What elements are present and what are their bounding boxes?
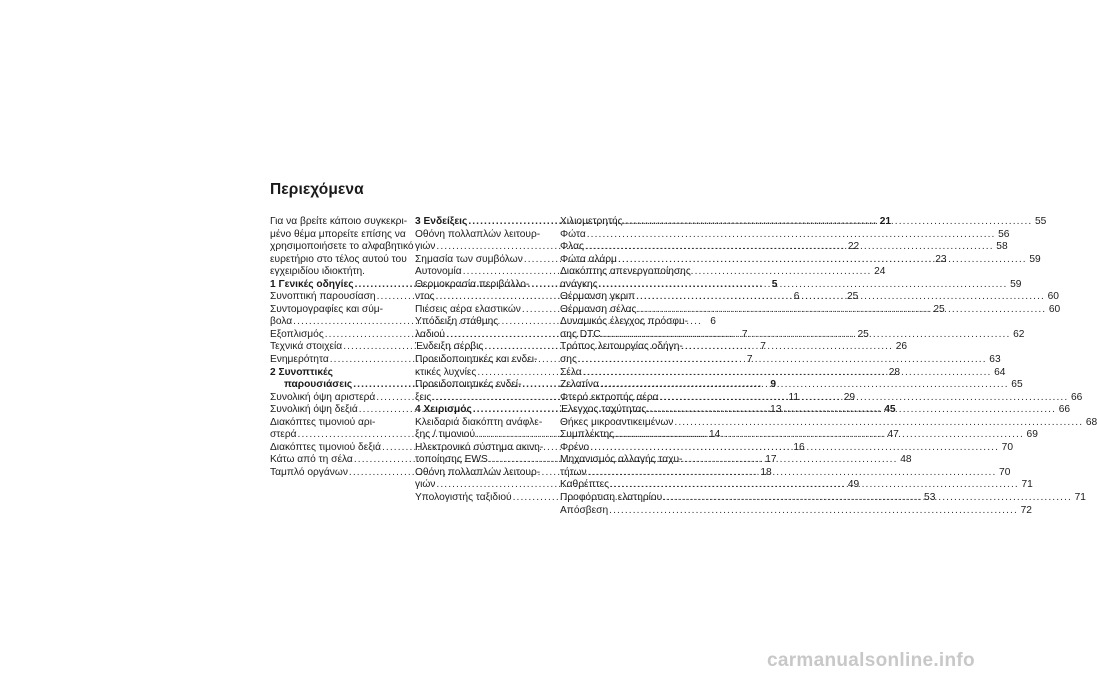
toc-entry-label: Απόσβεση <box>560 504 609 516</box>
toc-entry-label: ξης / τιμονιού <box>415 429 476 441</box>
toc-entry-label: Προφόρτιση ελατηρίου <box>560 492 663 504</box>
dot-leader <box>588 467 997 480</box>
toc-entry-line: Συντομογραφίες και σύμ- <box>270 303 384 315</box>
toc-entry-label: κτικές λυχνίες <box>415 366 477 378</box>
toc-entry-label: Ταμπλό οργάνων <box>270 466 348 478</box>
toc-entry-page: 6 <box>793 291 800 303</box>
toc-entry-page: 71 <box>1021 479 1033 491</box>
toc-entry-line: Προειδοποιητικές και ενδει- <box>415 354 538 366</box>
toc-entry-label: Αυτονομία <box>415 266 462 278</box>
dot-leader <box>615 429 1024 442</box>
toc-entry-label: Καθρέπτες <box>560 479 610 491</box>
dot-leader <box>637 304 1046 317</box>
toc-entry-label: Σέλα <box>560 366 582 378</box>
toc-entry-page: 72 <box>1020 504 1032 516</box>
toc-entry-label: Ένδειξη σέρβις <box>415 341 484 353</box>
toc-entry-page: 6 <box>710 316 716 328</box>
toc-entry-page: 53 <box>924 492 936 504</box>
dot-leader <box>660 392 1069 405</box>
toc-entry-label: 1 Γενικές οδηγίες <box>270 278 354 290</box>
toc-entry-label: Σημασία των συμβόλων <box>415 253 523 265</box>
toc-entry-page: 71 <box>1074 492 1086 504</box>
toc-entry-label: ξεις <box>415 391 432 403</box>
toc-entry-page: 21 <box>879 216 892 227</box>
toc-entry-label: Θήκες μικροαντικειμένων <box>560 416 674 428</box>
toc-entry-label: βολα <box>270 316 293 328</box>
toc-entry-line: Προειδοποιητικές ενδεί- <box>415 379 522 391</box>
toc-entry-page: 25 <box>857 328 869 340</box>
toc-entry-label: τοποίησης EWS <box>415 454 488 466</box>
toc-entry-label: Συνοπτική παρουσίαση <box>270 291 376 303</box>
toc-entry-page: 13 <box>770 404 782 416</box>
toc-entry-page: 47 <box>887 429 899 441</box>
toc-entry-label: σης DTC <box>560 328 601 340</box>
toc-entry-page: 55 <box>1035 216 1047 227</box>
toc-entry-label: Χιλιομετρητής <box>560 216 623 227</box>
toc-entry-page: 59 <box>1029 253 1041 265</box>
toc-entry-page: 65 <box>1011 379 1023 391</box>
toc-entry-line: Υπόδειξη στάθμης <box>415 316 499 328</box>
dot-leader <box>674 417 1083 430</box>
toc-entry-page: 7 <box>741 328 748 340</box>
toc-entry-page: 70 <box>999 466 1011 478</box>
toc-entry-page: 23 <box>935 253 947 265</box>
toc-entry[interactable] <box>560 354 1001 367</box>
toc-entry-label: σης <box>560 354 577 366</box>
toc-entry-line: Μηχανισμός αλλαγής ταχυ- <box>560 454 683 466</box>
toc-entry-line: Οθόνη πολλαπλών λειτουρ- <box>415 228 541 240</box>
toc-entry-page: 62 <box>1013 328 1025 340</box>
toc-entry-label: Ζελατίνα <box>560 379 599 391</box>
watermark: carmanualsonline.info <box>767 650 975 671</box>
toc-entry-label: ανάγκης <box>560 278 598 290</box>
toc-entry[interactable] <box>560 228 1010 242</box>
intro-line: ευρετήριο στο τέλος αυτού του <box>270 253 407 265</box>
toc-entry-page: 68 <box>1085 416 1097 428</box>
toc-entry-label: Συνολική όψη αριστερά <box>270 391 376 403</box>
dot-leader <box>587 229 996 242</box>
toc-entry-label: Φώτα <box>560 228 586 240</box>
toc-entry-page: 25 <box>933 303 945 315</box>
toc-entry-line: Θερμοκρασία περιβάλλο- <box>415 278 530 290</box>
toc-entry-label: 3 Ενδείξεις <box>415 216 468 227</box>
toc-entry-page: 7 <box>760 341 766 353</box>
toc-entry-page: 60 <box>1047 291 1059 303</box>
dot-leader <box>624 216 1033 229</box>
dot-leader <box>618 254 1027 267</box>
toc-entry-label: Κάτω από τη σέλα <box>270 454 353 466</box>
toc-entry-line: Οθόνη πολλαπλών λειτουρ- <box>415 466 541 478</box>
toc-entry-label: Συνολική όψη δεξιά <box>270 404 358 416</box>
toc-entry-label: Έλεγχος ταχύτητας <box>560 404 647 416</box>
toc-entry-label: Φλας <box>560 241 584 253</box>
toc-entry-page: 26 <box>895 341 908 353</box>
toc-entry-page: 25 <box>846 291 859 303</box>
toc-entry-label: γιών <box>415 479 436 491</box>
toc-entry-page: 66 <box>1058 404 1071 416</box>
toc-entry[interactable] <box>560 278 1022 292</box>
toc-entry-label: Πιέσεις αέρα ελαστικών <box>415 303 521 315</box>
toc-entry-page: 63 <box>989 354 1001 366</box>
toc-entry-page: 24 <box>874 266 886 278</box>
intro-line: χρησιμοποιήσετε το αλφαβητικό <box>270 241 414 253</box>
dot-leader <box>663 492 1072 505</box>
intro-paragraph <box>270 216 414 279</box>
toc-entry-label: Υπολογιστής ταξιδιού <box>415 492 512 504</box>
toc-entry-line: Ηλεκτρονικό σύστημα ακινη- <box>415 441 544 453</box>
toc-entry-label: Φτερό εκτροπής αέρα <box>560 391 659 403</box>
toc-entry-label: Ενημερότητα <box>270 354 329 366</box>
intro-line: Για να βρείτε κάποιο συγκεκρι- <box>270 216 408 227</box>
toc-entry-label: Θέρμανση σέλας <box>560 303 637 315</box>
toc-entry-label: ντος <box>415 291 435 303</box>
toc-entry-page: 14 <box>708 429 721 441</box>
page-title: Περιεχόμενα <box>270 181 364 198</box>
toc-entry[interactable] <box>560 504 1032 518</box>
toc-entry-page: 16 <box>793 441 805 453</box>
dot-leader <box>602 329 1011 342</box>
toc-entry-page: 29 <box>843 391 856 403</box>
toc-entry-label: γιών <box>415 241 436 253</box>
toc-entry-page: 59 <box>1010 278 1022 290</box>
toc-entry-page: 7 <box>746 354 753 366</box>
dot-leader <box>609 505 1018 518</box>
toc-entry-line: Διακόπτης απενεργοποίησης <box>560 266 691 278</box>
toc-entry-page: 5 <box>771 278 778 290</box>
toc-entry-label: λαδιού <box>415 328 446 340</box>
toc-entry-page: 60 <box>1048 303 1061 315</box>
dot-leader <box>599 279 1008 292</box>
toc-entry-page: 48 <box>900 454 912 466</box>
toc-entry-page: 11 <box>788 391 800 403</box>
dot-leader <box>636 291 1045 304</box>
dot-leader <box>583 367 992 380</box>
toc-entry-label: Θέρμανση γκριπ <box>560 291 636 303</box>
toc-entry-page: 49 <box>847 479 860 491</box>
intro-line: μένο θέμα μπορείτε επίσης να <box>270 228 406 240</box>
toc-entry[interactable] <box>560 416 1097 430</box>
toc-entry-label: τήτων <box>560 466 587 478</box>
toc-entry-page: 9 <box>770 379 776 391</box>
dot-leader <box>647 404 1056 417</box>
toc-entry-label: Τεχνικά στοιχεία <box>270 341 343 353</box>
toc-entry-label: Διακόπτες τιμονιού δεξιά <box>270 441 381 453</box>
toc-entry-page: 56 <box>998 228 1010 240</box>
toc-entry-line: Κλειδαριά διακόπτη ανάφλε- <box>415 416 543 428</box>
toc-entry-page: 66 <box>1070 391 1083 403</box>
toc-entry-page: 22 <box>847 241 860 253</box>
toc-entry-page: 69 <box>1026 429 1038 441</box>
toc-entry-line: Τρόπος λειτουργίας οδήγη- <box>560 341 683 353</box>
toc-entry-label: 4 Χειρισμός <box>415 404 472 416</box>
toc-entry-label: παρουσιάσεις <box>284 379 353 391</box>
toc-entry-page: 28 <box>888 366 901 378</box>
toc-entry-label: Φρένο <box>560 441 590 453</box>
toc-entry-line: Διακόπτες τιμονιού αρι- <box>270 416 376 428</box>
toc-entry-page: 18 <box>760 466 772 478</box>
dot-leader <box>610 479 1019 492</box>
toc-entry-line: 2 Συνοπτικές <box>270 366 333 378</box>
toc-entry[interactable] <box>560 379 1023 392</box>
intro-line: εγχειριδίου ιδιοκτήτη. <box>270 266 366 278</box>
dot-leader <box>578 354 987 367</box>
toc-entry-page: 64 <box>994 366 1006 378</box>
toc-entry-page: 58 <box>996 241 1008 253</box>
toc-entry-label: Εξοπλισμός <box>270 328 324 340</box>
toc-entry-label: Φώτα αλάρμ <box>560 253 617 265</box>
toc-entry-label: στερά <box>270 429 297 441</box>
toc-entry-page: 45 <box>884 404 896 416</box>
dot-leader <box>600 379 1009 392</box>
toc-entry-line: Δυναμικός έλεγχος πρόσφυ- <box>560 316 688 328</box>
toc-entry-label: Συμπλέκτης <box>560 429 615 441</box>
toc-entry-page: 70 <box>1001 441 1013 453</box>
dot-leader <box>590 442 999 455</box>
toc-entry-page: 17 <box>765 454 777 466</box>
dot-leader <box>585 241 994 254</box>
